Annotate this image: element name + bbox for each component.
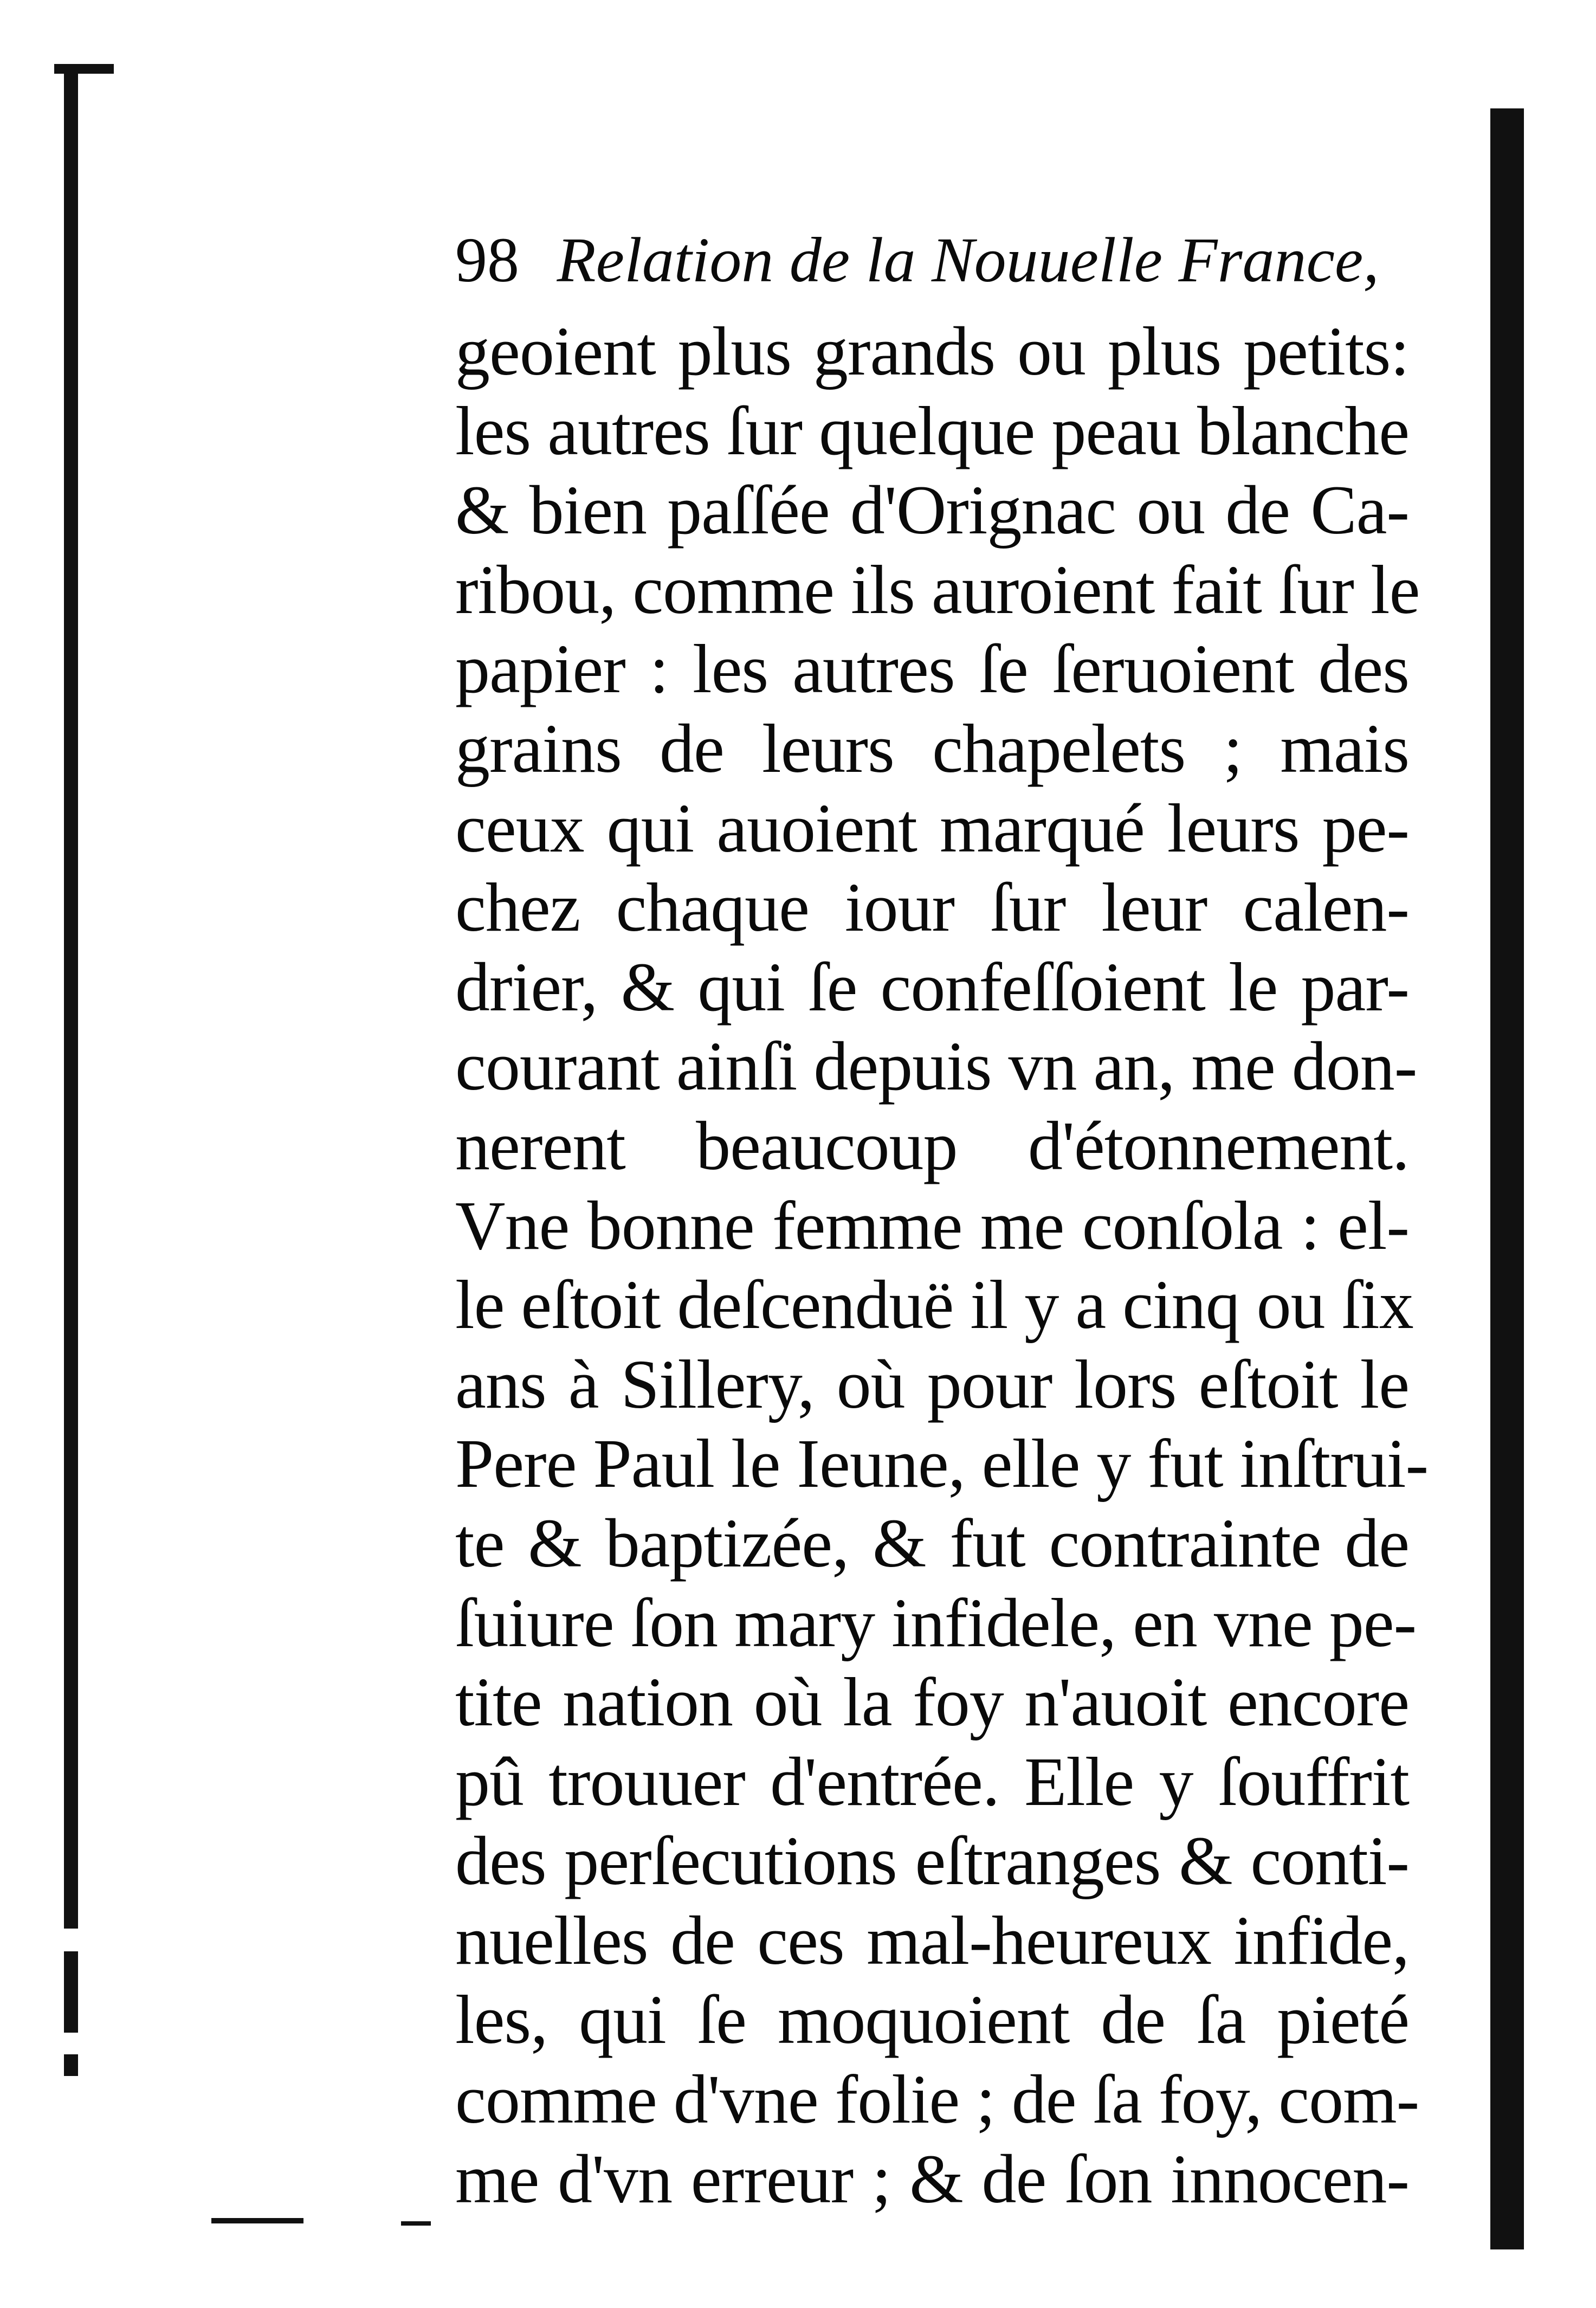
- text-line: nerent beaucoup d'étonnement.: [455, 1107, 1409, 1184]
- text-line: courant ainſi depuis vn an, me don-: [455, 1028, 1417, 1105]
- scan-edge-left: [64, 64, 78, 1929]
- text-line: ans à Sillery, où pour lors eſtoit le: [455, 1345, 1409, 1423]
- text-line: les, qui ſe moquoient de ſa pieté: [455, 1981, 1409, 2059]
- text-line: me d'vn erreur ; & de ſon innocen-: [455, 2140, 1409, 2217]
- text-line: Pere Paul le Ieune, elle y fut inſtrui-: [455, 1425, 1429, 1503]
- running-head: [455, 220, 1409, 301]
- text-line: te & baptizée, & fut contrainte de: [455, 1504, 1409, 1582]
- scan-edge-mark: [64, 1951, 78, 2033]
- scan-edge-mark: [64, 2054, 78, 2076]
- text-line: le eſtoit deſcenduë il y a cinq ou ſix: [455, 1266, 1413, 1344]
- text-line: ceux qui auoient marqué leurs pe-: [455, 789, 1409, 867]
- body-text: [455, 312, 1429, 2219]
- text-line: comme d'vne folie ; de ſa foy, com-: [455, 2061, 1419, 2138]
- text-line: drier, & qui ſe confeſſoient le par-: [455, 948, 1409, 1026]
- text-line: ribou, comme ils auroient fait ſur le: [455, 551, 1420, 628]
- text-line: tite nation où la foy n'auoit encore: [455, 1664, 1409, 1741]
- text-line: Vne bonne femme me conſola : el-: [455, 1187, 1409, 1264]
- text-line: des perſecutions eſtranges & conti-: [455, 1822, 1409, 1900]
- text-line: nuelles de ces mal-heureux infide,: [455, 1901, 1409, 1979]
- scan-edge-mark: [401, 2221, 431, 2226]
- running-title: Relation de la Nouuelle France,: [557, 224, 1379, 295]
- page-number: 98: [455, 224, 519, 295]
- scan-edge-mark: [211, 2218, 303, 2223]
- book-page: [455, 220, 1429, 2219]
- text-line: chez chaque iour ſur leur calen-: [455, 869, 1409, 946]
- text-line: grains de leurs chapelets ; mais: [455, 710, 1409, 787]
- text-line: ſuiure ſon mary infidele, en vne pe-: [455, 1584, 1417, 1661]
- text-line: les autres ſur quelque peau blanche: [455, 392, 1409, 469]
- scan-edge-mark: [54, 64, 114, 74]
- text-line: & bien paſſée d'Orignac ou de Ca-: [455, 472, 1409, 549]
- text-line: pû trouuer d'entrée. Elle y ſouffrit: [455, 1743, 1409, 1820]
- text-line: geoient plus grands ou plus petits:: [455, 313, 1409, 390]
- text-line: papier : les autres ſe ſeruoient des: [455, 630, 1409, 708]
- scan-edge-right: [1490, 108, 1524, 2249]
